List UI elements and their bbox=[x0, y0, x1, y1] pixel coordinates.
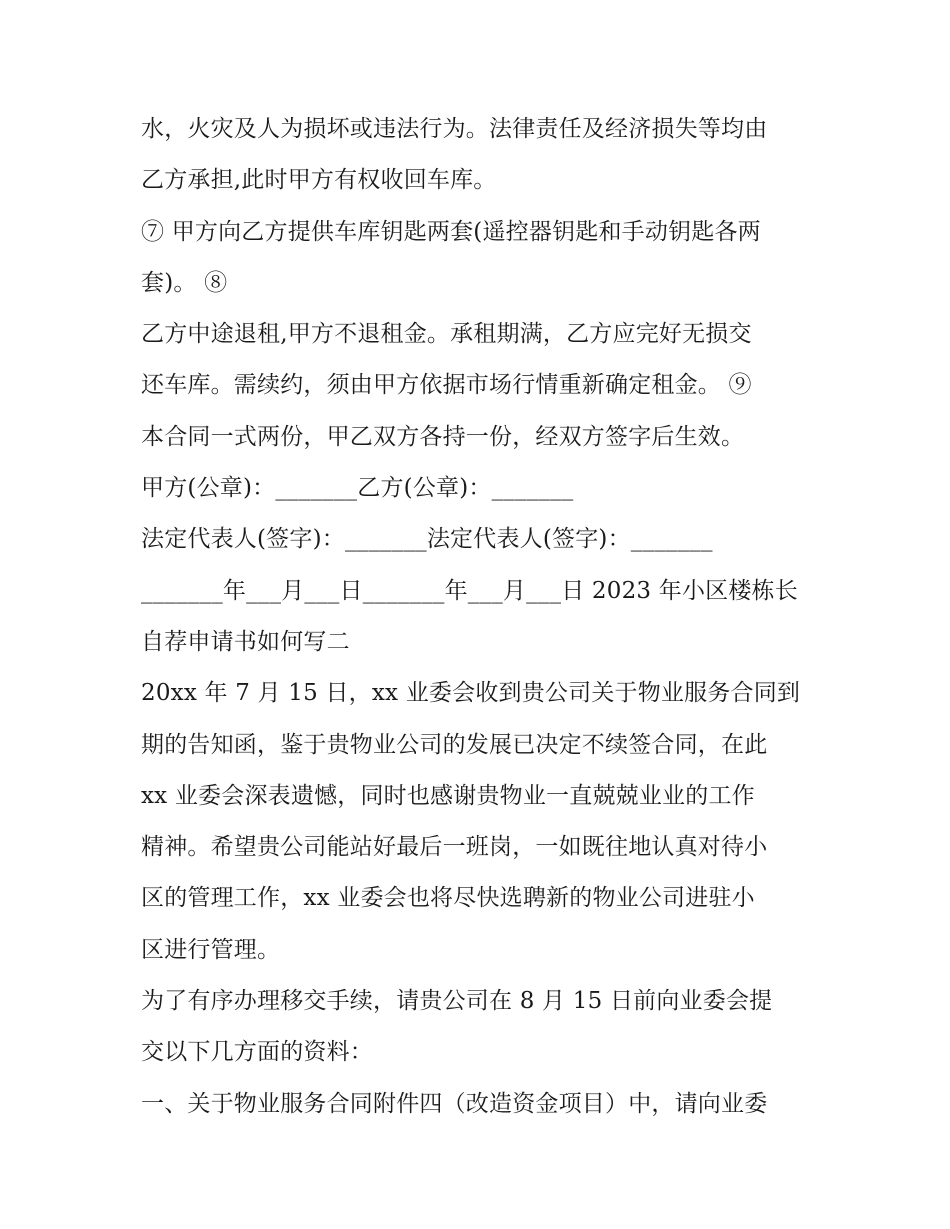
signature-line: 法定代表人(签字)：_______法定代表人(签字)：_______ bbox=[141, 526, 713, 553]
text-line: 为了有序办理移交手续，请贵公司在 8 月 15 日前向业委会提 bbox=[141, 988, 773, 1015]
section-title-line: 自荐申请书如何写二 bbox=[141, 628, 350, 655]
text-line: xx 业委会深表遗憾，同时也感谢贵物业一直兢兢业业的工作 bbox=[141, 782, 755, 809]
text-line: 套)。 ⑧ bbox=[141, 269, 228, 296]
text-line: 精神。希望贵公司能站好最后一班岗，一如既往地认真对待小 bbox=[141, 834, 768, 861]
signature-line: 甲方(公章)：_______乙方(公章)：_______ bbox=[141, 475, 574, 502]
text-line: 区进行管理。 bbox=[141, 936, 281, 963]
text-line: 水，火灾及人为损坏或违法行为。法律责任及经济损失等均由 bbox=[141, 116, 768, 142]
text-line: 20xx 年 7 月 15 日，xx 业委会收到贵公司关于物业服务合同到 bbox=[141, 680, 801, 707]
text-line: ⑦ 甲方向乙方提供车库钥匙两套(遥控器钥匙和手动钥匙各两 bbox=[141, 218, 761, 245]
date-line: _______年___月___日_______年___月___日 2023 年小区楼栋长 bbox=[141, 577, 798, 604]
text-line: 本合同一式两份，甲乙双方各持一份，经双方签字后生效。 bbox=[141, 423, 745, 450]
text-line: 还车库。需续约，须由甲方依据市场行情重新确定租金。 ⑨ bbox=[141, 372, 752, 399]
text-line: 乙方中途退租,甲方不退租金。承租期满，乙方应完好无损交 bbox=[141, 321, 752, 348]
text-line: 期的告知函，鉴于贵物业公司的发展已决定不续签合同，在此 bbox=[141, 731, 768, 758]
text-line: 一、关于物业服务合同附件四（改造资金项目）中，请向业委 bbox=[141, 1090, 768, 1117]
text-line: 乙方承担,此时甲方有权收回车库。 bbox=[141, 167, 497, 194]
text-line: 区的管理工作，xx 业委会也将尽快选聘新的物业公司进驻小 bbox=[141, 885, 755, 912]
text-line: 交以下几方面的资料： bbox=[141, 1039, 373, 1066]
document-body bbox=[141, 104, 821, 1130]
